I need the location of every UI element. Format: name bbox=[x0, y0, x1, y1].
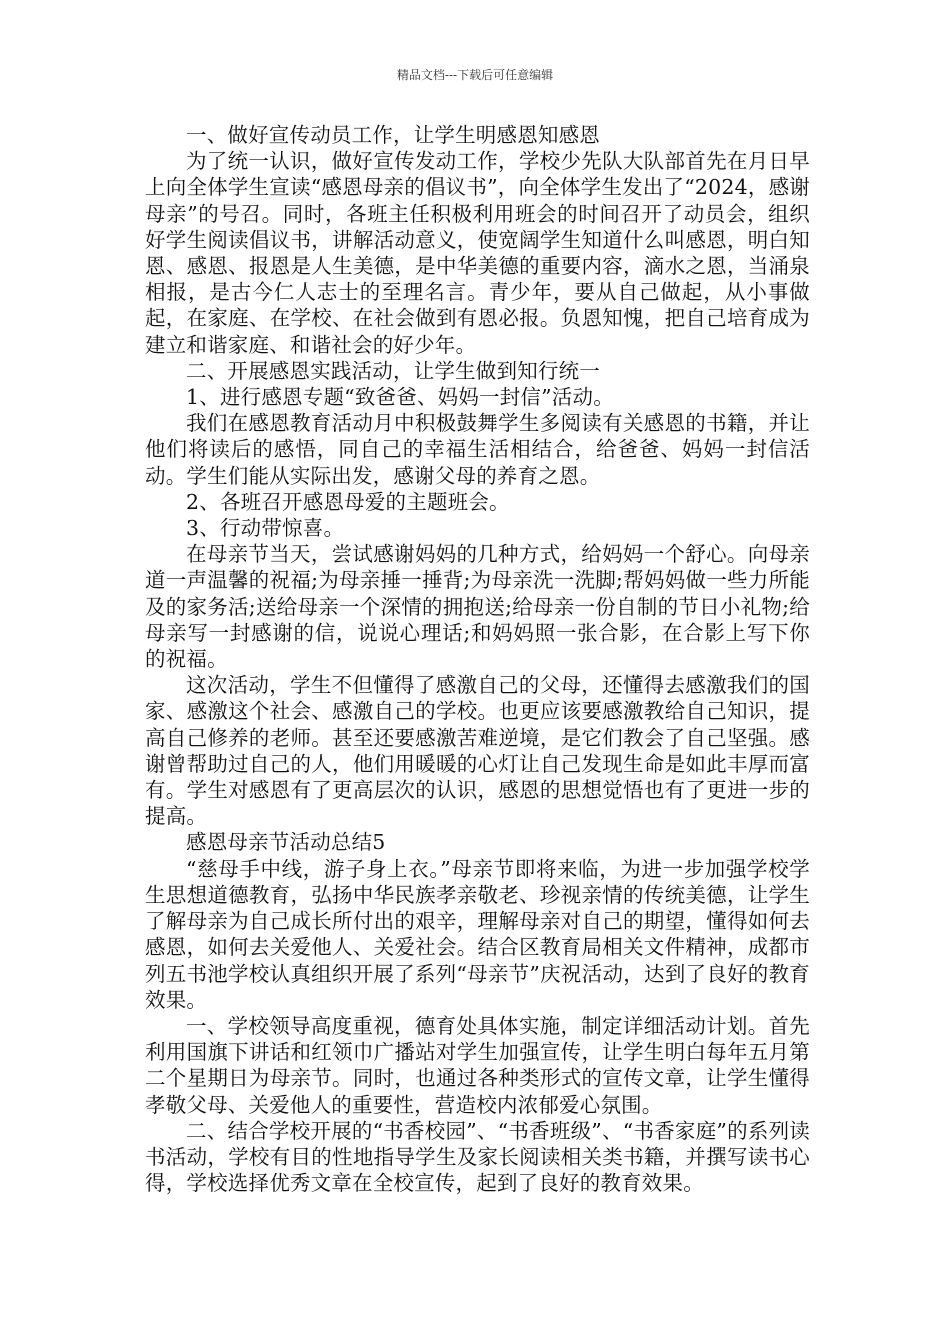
paragraph: 在母亲节当天，尝试感谢妈妈的几种方式，给妈妈一个舒心。向母亲道一声温馨的祝福;为母亲捶一捶背;为母亲洗一洗脚;帮妈妈做一些力所能及的家务活;送给母亲一个深情的拥抱送;给母亲一份自制的节日小礼物;给母亲写一封感谢的信，说说心理话;和妈妈照一张合影，在合影上写下你的祝福。 bbox=[145, 542, 810, 672]
document-body bbox=[145, 122, 810, 1196]
paragraph: 我们在感恩教育活动月中积极鼓舞学生多阅读有关感恩的书籍，并让他们将读后的感悟，同自己的幸福生活相结合，给爸爸、妈妈一封信活动。学生们能从实际出发，感谢父母的养育之恩。 bbox=[145, 411, 810, 488]
list-item: 1、进行感恩专题“致爸爸、妈妈一封信”活动。 bbox=[186, 385, 614, 410]
paragraph: 二、结合学校开展的“书香校园”、“书香班级”、“书香家庭”的系列读书活动，学校有目的性地指导学生及家长阅读相关类书籍，并撰写读书心得，学校选择优秀文章在全校宣传，起到了良好的教育效果。 bbox=[145, 1118, 810, 1196]
list-item: 2、各班召开感恩母爱的主题班会。 bbox=[186, 489, 510, 514]
article-title: 感恩母亲节活动总结5 bbox=[186, 830, 386, 855]
list-item: 3、行动带惊喜。 bbox=[186, 516, 345, 541]
paragraph: 这次活动，学生不但懂得了感激自己的父母，还懂得去感激我们的国家、感激这个社会、感激自己的学校。也更应该要感激教给自己知识，提高自己修养的老师。甚至还要感激苦难逆境，是它们教会了自己坚强。感谢曾帮助过自己的人，他们用暖暖的心灯让自己发现生命是如此丰厚而富有。学生对感恩有了更高层次的认识，感恩的思想觉悟也有了更进一步的提高。 bbox=[145, 673, 810, 829]
section-heading-2: 二、开展感恩实践活动，让学生做到知行统一 bbox=[186, 358, 600, 383]
paragraph: 一、学校领导高度重视，德育处具体实施，制定详细活动计划。首先利用国旗下讲话和红领巾广播站对学生加强宣传，让学生明白每年五月第二个星期日为母亲节。同时，也通过各种类形式的宣传文章，让学生懂得孝敬父母、关爱他人的重要性，营造校内浓郁爱心氛围。 bbox=[145, 1013, 810, 1117]
page-header: 精品文档---下载后可任意编辑 bbox=[396, 68, 554, 82]
paragraph: 为了统一认识，做好宣传发动工作，学校少先队大队部首先在月日早上向全体学生宣读“感恩母亲的倡议书”，向全体学生发出了“2024，感谢母亲”的号召。同时，各班主任积极利用班会的时间召开了动员会，组织好学生阅读倡议书，讲解活动意义，使宽阔学生知道什么叫感恩，明白知恩、感恩、报恩是人生美德，是中华美德的重要内容，滴水之恩，当涌泉相报，是古今仁人志士的至理名言。青少年，要从自己做起，从小事做起，在家庭、在学校、在社会做到有恩必报。负恩知愧，把自己培育成为建立和谐家庭、和谐社会的好少年。 bbox=[145, 149, 810, 357]
paragraph: “慈母手中线，游子身上衣。”母亲节即将来临，为进一步加强学校学生思想道德教育，弘扬中华民族孝亲敬老、珍视亲情的传统美德，让学生了解母亲为自己成长所付出的艰辛，理解母亲对自己的期望，懂得如何去感恩，如何去关爱他人、关爱社会。结合区教育局相关文件精神，成都市列五书池学校认真组织开展了系列“母亲节”庆祝活动，达到了良好的教育效果。 bbox=[145, 856, 810, 1012]
section-heading-1: 一、做好宣传动员工作，让学生明感恩知感恩 bbox=[186, 123, 600, 147]
